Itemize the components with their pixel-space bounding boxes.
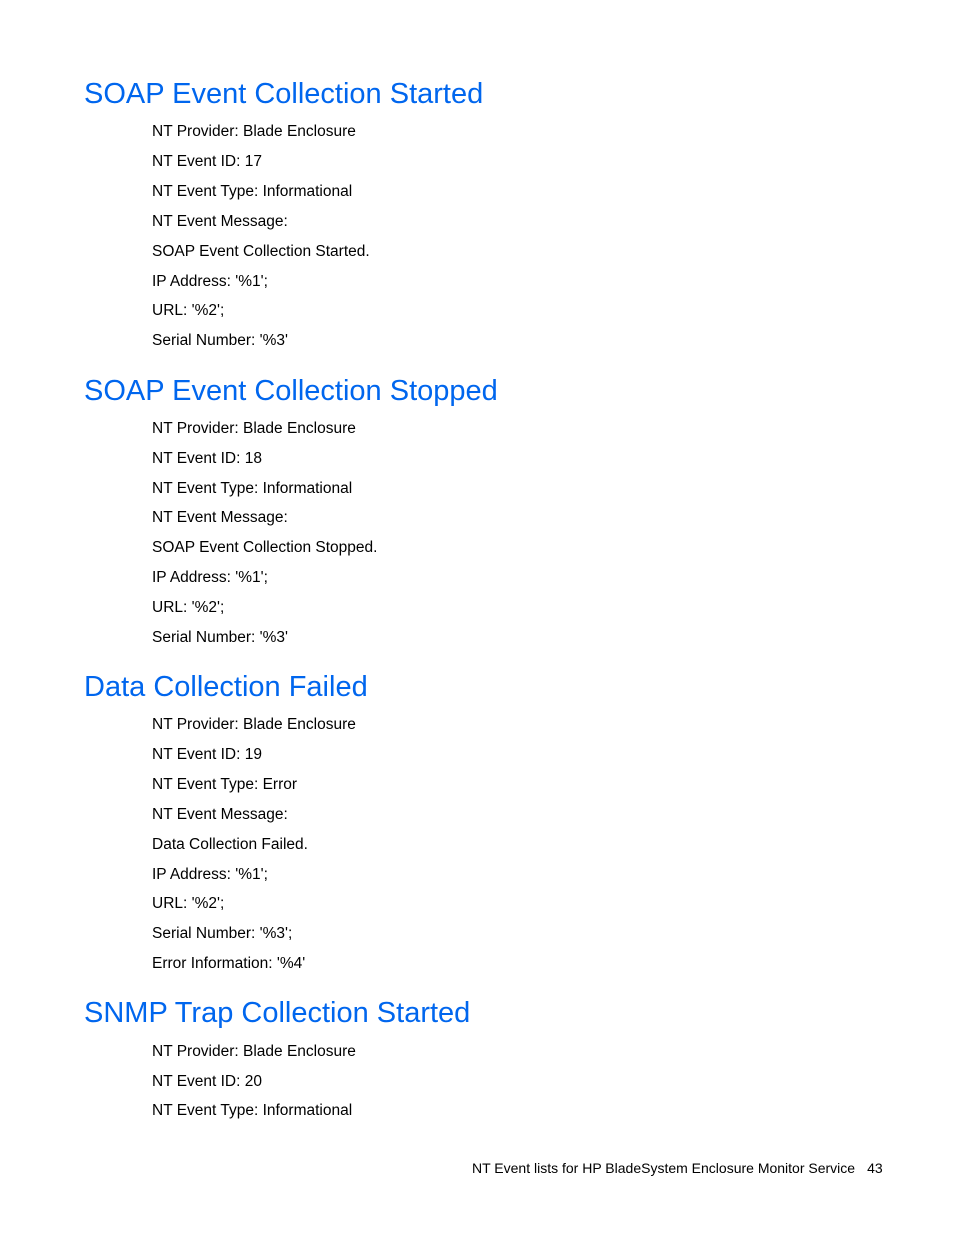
event-id: NT Event ID: 18: [152, 450, 262, 467]
event-error-information: Error Information: '%4': [152, 955, 306, 972]
event-type: NT Event Type: Informational: [152, 183, 353, 200]
event-url: URL: '%2';: [152, 302, 225, 319]
event-message-text: SOAP Event Collection Started.: [152, 243, 370, 260]
event-url: URL: '%2';: [152, 895, 225, 912]
section-heading: SOAP Event Collection Started: [84, 78, 484, 110]
event-message-label: NT Event Message:: [152, 213, 288, 230]
event-message-text: SOAP Event Collection Stopped.: [152, 539, 378, 556]
event-type: NT Event Type: Error: [152, 776, 298, 793]
event-provider: NT Provider: Blade Enclosure: [152, 123, 356, 140]
event-type: NT Event Type: Informational: [152, 480, 353, 497]
event-ip-address: IP Address: '%1';: [152, 273, 268, 290]
page-number: 43: [867, 1160, 883, 1176]
event-url: URL: '%2';: [152, 599, 225, 616]
event-id: NT Event ID: 17: [152, 153, 262, 170]
event-message-text: Data Collection Failed.: [152, 836, 308, 853]
event-serial-number: Serial Number: '%3';: [152, 925, 293, 942]
event-type: NT Event Type: Informational: [152, 1102, 353, 1119]
section-heading: Data Collection Failed: [84, 671, 368, 703]
event-provider: NT Provider: Blade Enclosure: [152, 1043, 356, 1060]
event-serial-number: Serial Number: '%3': [152, 629, 288, 646]
event-id: NT Event ID: 20: [152, 1073, 262, 1090]
event-provider: NT Provider: Blade Enclosure: [152, 420, 356, 437]
footer-title: NT Event lists for HP BladeSystem Enclosure Monitor Service: [472, 1160, 856, 1176]
event-provider: NT Provider: Blade Enclosure: [152, 716, 356, 733]
section-heading: SOAP Event Collection Stopped: [84, 375, 498, 407]
event-serial-number: Serial Number: '%3': [152, 332, 288, 349]
event-id: NT Event ID: 19: [152, 746, 262, 763]
event-message-label: NT Event Message:: [152, 806, 288, 823]
event-message-label: NT Event Message:: [152, 509, 288, 526]
section-heading: SNMP Trap Collection Started: [84, 997, 471, 1029]
event-ip-address: IP Address: '%1';: [152, 866, 268, 883]
page-footer: [472, 1158, 883, 1178]
event-ip-address: IP Address: '%1';: [152, 569, 268, 586]
